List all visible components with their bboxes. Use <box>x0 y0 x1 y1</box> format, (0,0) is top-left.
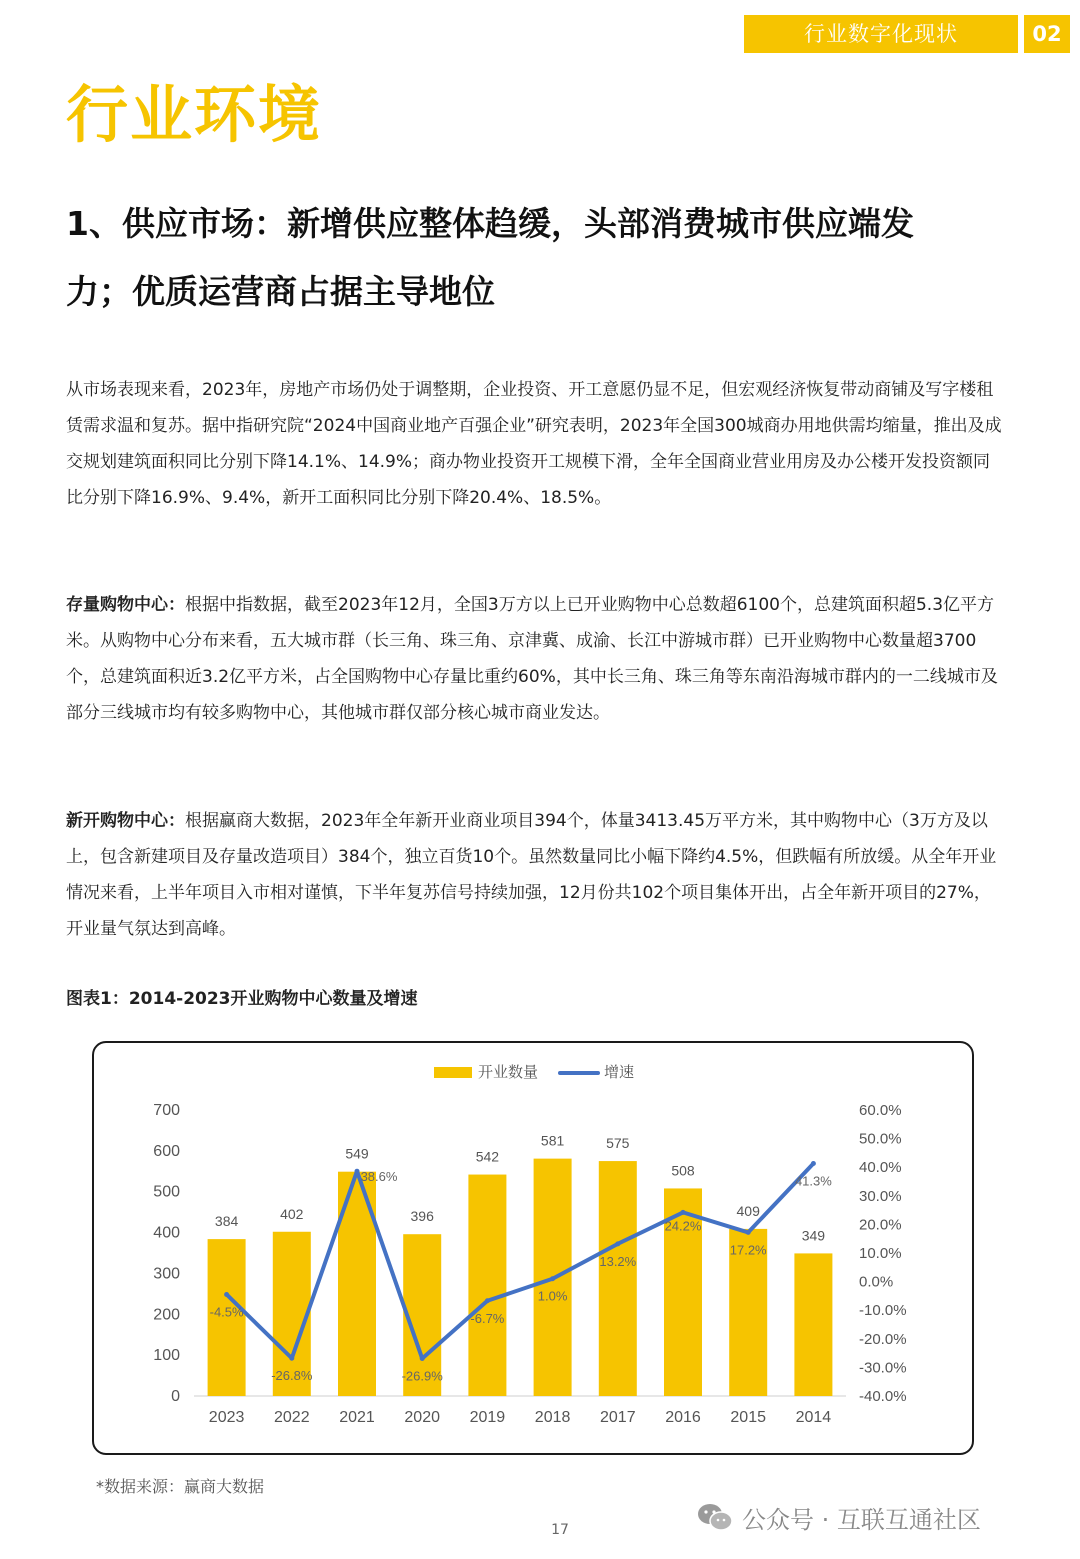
y-right-tick-label: 20.0% <box>859 1216 902 1234</box>
bar-value-label: 575 <box>606 1135 630 1152</box>
y-left-tick-label: 300 <box>153 1265 180 1283</box>
growth-value-label: -26.9% <box>401 1368 443 1384</box>
paragraph-stock-malls-text: 根据中指数据，截至2023年12月，全国3万方以上已开业购物中心总数超6100个，总建筑面积超5.3亿平方米。从购物中心分布来看，五大城市群（长三角、珠三角、京津冀、成渝、长江中游城市群）已开业购物中心数量超3700个，总建筑面积近3.2亿平方米，占全国购物中心存量比重约60%，其中长三角、珠三角等东南沿海城市群内的一二线城市及部分三线城市均有较多购物中心，其他城市群仅部分核心城市商业发达。 <box>66 595 998 723</box>
growth-line <box>227 1163 814 1358</box>
y-right-tick-label: 10.0% <box>859 1245 902 1262</box>
y-right-tick-label: -30.0% <box>859 1359 907 1377</box>
growth-point <box>811 1161 816 1166</box>
watermark <box>696 1497 981 1537</box>
section-title-line2: 力；优质运营商占据主导地位 <box>66 272 495 311</box>
growth-point <box>355 1169 360 1174</box>
x-tick-label: 2015 <box>730 1409 766 1426</box>
x-tick-label: 2018 <box>534 1409 571 1426</box>
bar-value-label: 549 <box>345 1145 369 1162</box>
bar-value-label: 409 <box>736 1202 760 1219</box>
y-left-tick-label: 200 <box>153 1306 180 1324</box>
y-right-tick-label: -10.0% <box>859 1302 907 1320</box>
paragraph-market: 从市场表现来看，2023年，房地产市场仍处于调整期，企业投资、开工意愿仍显不足，但宏观经济恢复带动商铺及写字楼租赁需求温和复苏。据中指研究院“2024中国商业地产百强企业”研究表明，2023年全国300城商办用地供需均缩量，推出及成交规划建筑面积同比分别下降14.1%、14.9%；商办物业投资开工规模下滑，全年全国商业营业用房及办公楼开发投资额同比分别下降16.9%、9.4%，新开工面积同比分别下降20.4%、18.5%。 <box>66 380 1002 508</box>
watermark-text: 公众号 · 互联互通社区 <box>742 1505 981 1534</box>
x-tick-label: 2022 <box>274 1409 310 1426</box>
x-tick-label: 2014 <box>795 1409 832 1426</box>
y-right-tick-label: 60.0% <box>859 1102 902 1119</box>
y-right-tick-label: 0.0% <box>859 1273 894 1291</box>
bar-value-label: 402 <box>280 1205 304 1222</box>
growth-point <box>485 1298 490 1303</box>
bar <box>599 1161 637 1396</box>
growth-point <box>420 1356 425 1361</box>
y-right-tick-label: 30.0% <box>859 1187 902 1205</box>
bar <box>468 1175 506 1396</box>
growth-value-label: 38.6% <box>360 1169 398 1185</box>
paragraph-new-malls-text: 根据赢商大数据，2023年全年新开业商业项目394个，体量3413.45万平方米，其中购物中心（3万方及以上，包含新建项目及存量改造项目）384个，独立百货10个。虽然数量同比小幅下降约4.5%，但跌幅有所放缓。从全年开业情况来看，上半年项目入市相对谨慎，下半年复苏信号持续加强，12月份共102个项目集体开出，占全年新开项目的27%，开业量气氛达到高峰。 <box>66 811 997 939</box>
bar-value-label: 542 <box>475 1148 500 1165</box>
section-title-line1: 1、供应市场：新增供应整体趋缓，头部消费城市供应端发 <box>66 204 914 243</box>
bar-value-label: 384 <box>214 1213 239 1230</box>
bar-value-label: 508 <box>671 1162 695 1179</box>
x-tick-label: 2020 <box>404 1409 440 1426</box>
growth-value-label: -4.5% <box>209 1304 244 1320</box>
paragraph-stock-malls <box>66 587 1006 731</box>
y-left-tick-label: 100 <box>153 1347 180 1365</box>
page-title: 行业环境 <box>66 78 323 151</box>
x-tick-label: 2023 <box>208 1409 245 1426</box>
chart-container <box>92 1041 974 1455</box>
x-tick-label: 2021 <box>339 1409 375 1426</box>
growth-point <box>224 1292 229 1297</box>
growth-point <box>615 1241 620 1246</box>
y-right-tick-label: -40.0% <box>859 1388 907 1405</box>
growth-value-label: 1.0% <box>537 1288 568 1304</box>
bar-value-label: 349 <box>801 1227 826 1244</box>
wechat-icon <box>696 1502 734 1532</box>
y-left-tick-label: 0 <box>171 1388 180 1405</box>
growth-value-label: 41.3% <box>794 1173 832 1189</box>
combo-chart <box>94 1043 976 1457</box>
paragraph-new-malls <box>66 803 1006 947</box>
legend-swatch-bars <box>434 1067 472 1078</box>
legend-label-bars: 开业数量 <box>478 1064 539 1081</box>
y-left-tick-label: 700 <box>153 1102 180 1119</box>
header-section-label: 行业数字化现状 <box>744 15 1018 53</box>
growth-point <box>289 1356 294 1361</box>
section-title <box>66 190 1016 326</box>
y-right-tick-label: -20.0% <box>859 1330 907 1348</box>
paragraph-new-malls-label: 新开购物中心： <box>66 811 185 831</box>
x-tick-label: 2017 <box>600 1409 636 1426</box>
growth-value-label: 13.2% <box>599 1253 637 1269</box>
figure-caption: 图表1：2014-2023开业购物中心数量及增速 <box>66 989 418 1009</box>
y-right-tick-label: 40.0% <box>859 1159 902 1177</box>
y-left-tick-label: 400 <box>153 1224 180 1242</box>
growth-point <box>681 1210 686 1215</box>
growth-value-label: -6.7% <box>470 1310 505 1326</box>
growth-value-label: -26.8% <box>271 1368 313 1384</box>
bar-value-label: 581 <box>540 1132 565 1149</box>
growth-point <box>550 1276 555 1281</box>
x-tick-label: 2019 <box>469 1409 506 1426</box>
legend-label-line: 增速 <box>604 1064 635 1081</box>
source-note: *数据来源：赢商大数据 <box>96 1477 265 1496</box>
y-right-tick-label: 50.0% <box>859 1130 902 1148</box>
bar-value-label: 396 <box>410 1208 434 1225</box>
bar <box>794 1253 832 1396</box>
paragraph-stock-malls-label: 存量购物中心： <box>66 595 185 615</box>
y-left-tick-label: 600 <box>153 1142 180 1160</box>
growth-point <box>746 1230 751 1235</box>
y-left-tick-label: 500 <box>153 1183 180 1201</box>
growth-value-label: 24.2% <box>664 1218 702 1234</box>
header-section-number: 02 <box>1024 15 1070 53</box>
x-tick-label: 2016 <box>665 1409 701 1426</box>
growth-value-label: 17.2% <box>729 1242 767 1258</box>
page-number: 17 <box>551 1522 569 1538</box>
